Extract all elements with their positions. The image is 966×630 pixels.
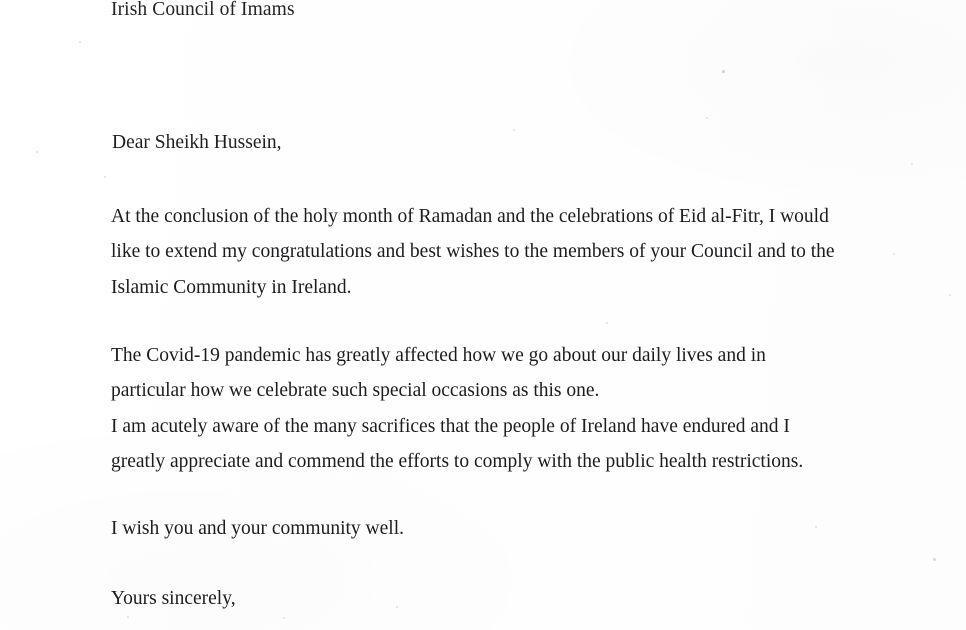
paragraph-line: I wish you and your community well. (111, 518, 405, 539)
scan-speck (893, 253, 895, 255)
scan-speck (283, 617, 285, 619)
scan-speck (606, 322, 608, 324)
scan-speck (949, 294, 951, 296)
scan-speck (36, 151, 38, 153)
scan-speck (513, 129, 515, 131)
paragraph-2 (111, 338, 871, 479)
salutation: Dear Sheikh Hussein, (112, 132, 282, 153)
closing-salutation (111, 581, 871, 616)
scan-speck (79, 41, 81, 43)
paragraph-line: like to extend my congratulations and best wishes to the members of your Council and to the (111, 241, 835, 263)
paragraph-line: At the conclusion of the holy month of Ramadan and the celebrations of Eid al-Fitr, I would (111, 206, 829, 227)
scan-speck (933, 558, 936, 561)
paragraph-line: greatly appreciate and commend the efforts to comply with the public health restrictions. (111, 450, 804, 472)
scan-speck (127, 616, 129, 618)
paragraph-line: The Covid-19 pandemic has greatly affected how we go about our daily lives and in (111, 345, 766, 366)
scan-speck (911, 163, 913, 165)
paragraph-line: Islamic Community in Ireland. (111, 276, 352, 298)
scan-speck (104, 176, 106, 178)
paragraph-line: particular how we celebrate such special occasions as this one. (111, 380, 600, 402)
paragraph-1 (111, 199, 871, 305)
paragraph-3 (111, 511, 871, 546)
scan-speck (706, 117, 708, 119)
paragraph-line: Yours sincerely, (111, 588, 236, 609)
organisation-header: Irish Council of Imams (111, 0, 295, 20)
paragraph-line: I am acutely aware of the many sacrifices that the people of Ireland have endured and I (111, 415, 790, 437)
scan-speck (722, 70, 725, 73)
